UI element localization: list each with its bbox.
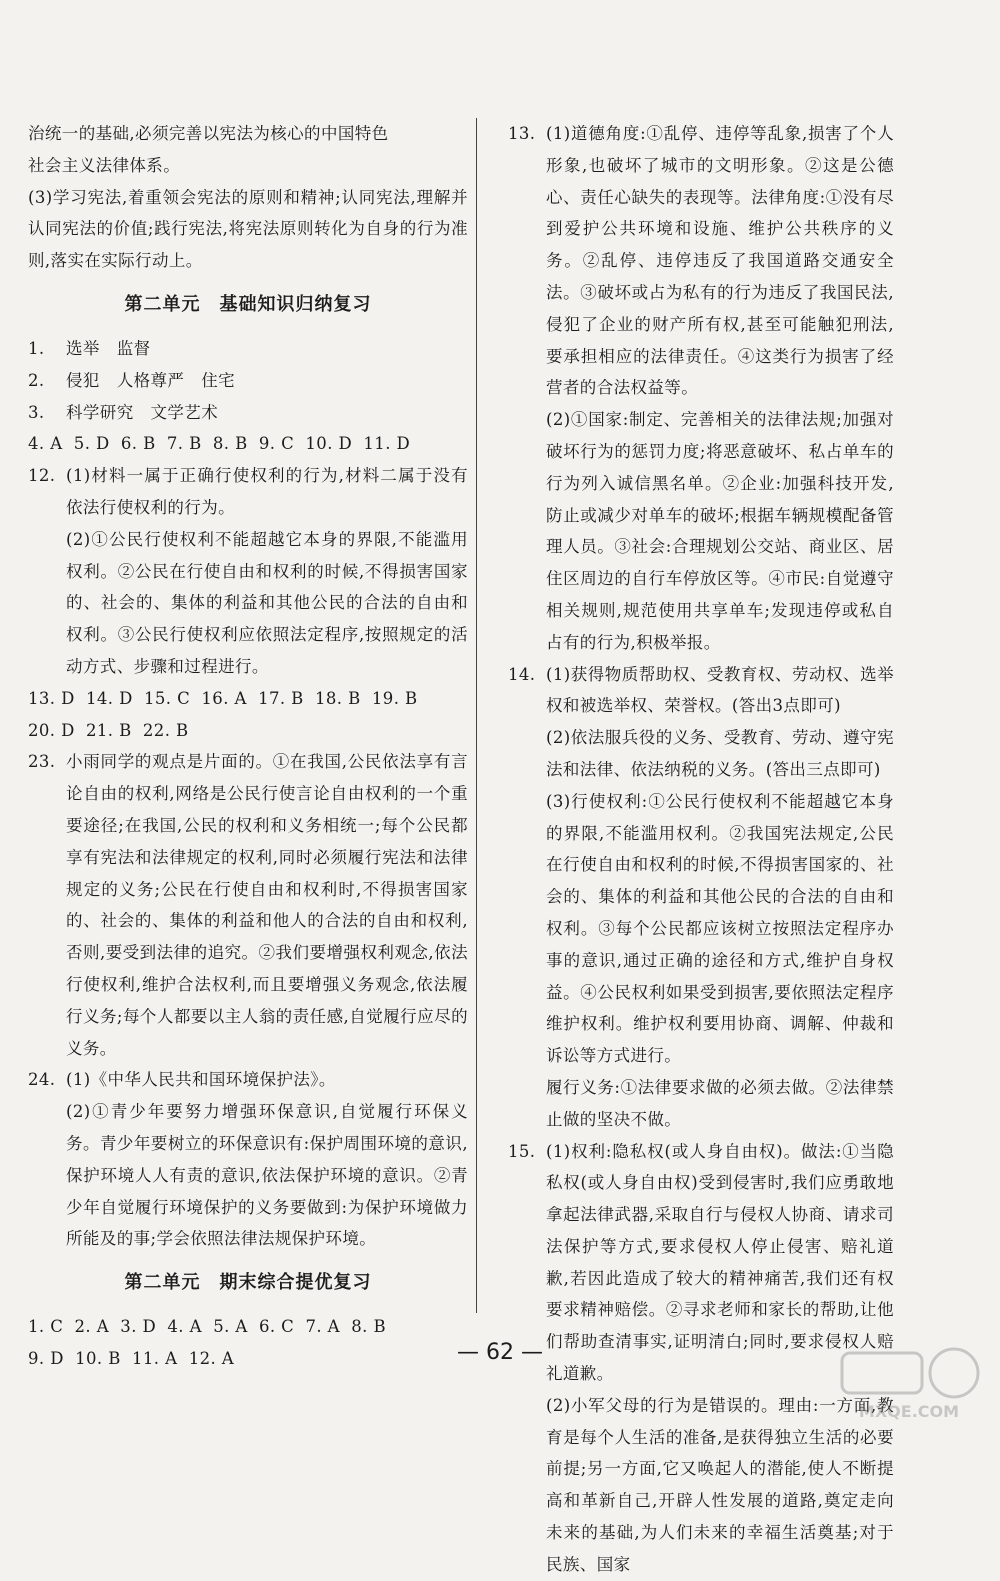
answer-item-24 bbox=[28, 1064, 468, 1255]
answer-item-23 bbox=[28, 746, 468, 1064]
item-number: 3. bbox=[28, 402, 45, 422]
answer-item-3 bbox=[28, 397, 468, 429]
item-text: 侵犯 人格尊严 住宅 bbox=[66, 370, 235, 390]
choice-answers-row: 20. D 21. B 22. B bbox=[28, 720, 189, 740]
item-number: 12. bbox=[28, 466, 56, 486]
answer-item-13 bbox=[508, 118, 894, 659]
item-part-1: (1)获得物质帮助权、受教育权、劳动权、选举权和被选举权、荣誉权。(答出3点即可) bbox=[546, 664, 894, 716]
item-part-2: (2)①国家:制定、完善相关的法律法规;加强对破坏行为的惩罚力度;将恶意破坏、私占单车的行为列入诚信黑名单。②企业:加强科技开发,防止或减少对单车的破坏;根据车辆规模配备管理人员。③社会:合理规划公交站、商业区、居住区周边的自行车停放区等。④市民:自觉遵守相关规则,规范使用共享单车;发现违停或私自占有的行为,积极举报。 bbox=[546, 410, 894, 652]
intro-paragraph: (3)学习宪法,着重领会宪法的原则和精神;认同宪法,理解并认同宪法的价值;践行宪法,将宪法原则转化为自身的行为准则,落实在实际行动上。 bbox=[28, 187, 468, 271]
watermark-logo bbox=[834, 1343, 984, 1423]
item-number: 1. bbox=[28, 338, 45, 358]
item-part-1: (1)材料一属于正确行使权利的行为,材料二属于没有依法行使权利的行为。 bbox=[66, 466, 468, 517]
item-number: 23. bbox=[28, 752, 56, 772]
answer-item-2 bbox=[28, 365, 468, 397]
intro-line-2: 社会主义法律体系。 bbox=[28, 155, 181, 175]
choice-answers-row: 13. D 14. D 15. C 16. A 17. B 18. B 19. B bbox=[28, 688, 418, 708]
item-part-2: (2)①公民行使权利不能超越它本身的界限,不能滥用权利。②公民在行使自由和权利的时候,不得损害国家的、社会的、集体的利益和其他公民的合法的自由和权利。③公民行使权利应依照法定程序,按照规定的活动方式、步骤和过程进行。 bbox=[66, 529, 468, 676]
choice-answers-row: 9. D 10. B 11. A 12. A bbox=[28, 1348, 235, 1368]
column-divider bbox=[476, 118, 477, 1313]
section-heading-basic-review: 第二单元 基础知识归纳复习 bbox=[124, 293, 372, 315]
item-part-2: (2)小军父母的行为是错误的。理由:一方面,教育是每个人生活的准备,是获得独立生活的必要前提;另一方面,它又唤起人的潜能,使人不断提高和革新自己,开辟人性发展的道路,奠定走向未来的基础,为人们未来的幸福生活奠基;对于民族、国家 bbox=[546, 1395, 894, 1574]
choice-answers-row: 1. C 2. A 3. D 4. A 5. A 6. C 7. A 8. B bbox=[28, 1317, 386, 1337]
page-number: — 62 — bbox=[457, 1340, 543, 1365]
item-part-1: (1)《中华人民共和国环境保护法》。 bbox=[66, 1070, 336, 1090]
answer-item-1 bbox=[28, 333, 468, 365]
section-heading-final-review: 第二单元 期末综合提优复习 bbox=[124, 1272, 372, 1294]
item-number: 14. bbox=[508, 664, 536, 684]
item-part-1: (1)权利:隐私权(或人身自由权)。做法:①当隐私权(或人身自由权)受到侵害时,我们应勇敢地拿起法律武器,采取自行与侵权人协商、请求司法保护等方式,要求侵权人停止侵害、赔礼道歉,若因此造成了较大的精神痛苦,我们还有权要求精神赔偿。②寻求老师和家长的帮助,让他们帮助查清事实,证明清白;同时,要求侵权人赔礼道歉。 bbox=[546, 1141, 894, 1384]
item-number: 2. bbox=[28, 370, 45, 390]
item-number: 24. bbox=[28, 1070, 56, 1090]
watermark-text: MXQE.COM bbox=[858, 1402, 960, 1421]
item-number: 15. bbox=[508, 1141, 536, 1161]
item-part-3: (3)行使权利:①公民行使权利不能超越它本身的界限,不能滥用权利。②我国宪法规定,公民在行使自由和权利的时候,不得损害国家的、社会的、集体的利益和其他公民的合法的自由和权利。③每个公民都应该树立按照法定程序办事的意识,通过正确的途径和方式,维护自身权益。④公民权利如果受到损害,要依照法定程序维护权利。维护权利要用协商、调解、仲裁和诉讼等方式进行。 bbox=[546, 791, 894, 1066]
item-text: 科学研究 文学艺术 bbox=[66, 402, 219, 422]
left-column bbox=[28, 118, 468, 1375]
choice-answers-row: 4. A 5. D 6. B 7. B 8. B 9. C 10. D 11. D bbox=[28, 434, 411, 454]
item-part-2: (2)①青少年要努力增强环保意识,自觉履行环保义务。青少年要树立的环保意识有:保护周围环境的意识,保护环境人人有责的意识,依法保护环境的意识。②青少年自觉履行环境保护的义务要做到:为保护环境做力所能及的事;学会依照法律法规保护环境。 bbox=[66, 1102, 468, 1249]
item-part-1: (1)道德角度:①乱停、违停等乱象,损害了个人形象,也破坏了城市的文明形象。②这是公德心、责任心缺失的表现等。法律角度:①没有尽到爱护公共环境和设施、维护公共秩序的义务。②乱停、违停违反了我国道路交通安全法。③破坏或占为私有的行为违反了我国民法,侵犯了企业的财产所有权,甚至可能触犯刑法,要承担相应的法律责任。④这类行为损害了经营者的合法权益等。 bbox=[546, 124, 894, 398]
answer-item-12 bbox=[28, 460, 468, 683]
item-part-4: 履行义务:①法律要求做的必须去做。②法律禁止做的坚决不做。 bbox=[546, 1077, 894, 1129]
intro-line-1: 治统一的基础,必须完善以宪法为核心的中国特色 bbox=[28, 124, 389, 143]
answer-item-14 bbox=[508, 659, 894, 1136]
item-text: 小雨同学的观点是片面的。①在我国,公民依法享有言论自由的权利,网络是公民行使言论自由权利的一个重要途径;在我国,公民的权利和义务相统一;每个公民都享有宪法和法律规定的权利,同时必须履行宪法和法律规定的义务;公民在行使自由和权利时,不得损害国家的、社会的、集体的利益和他人的合法的自由和权利,否则,要受到法律的追究。②我们要增强权利观念,依法行使权利,维护合法权利,而且要增强义务观念,依法履行义务;每个人都要以主人翁的责任感,自觉履行应尽的义务。 bbox=[66, 752, 468, 1058]
item-part-2: (2)依法服兵役的义务、受教育、劳动、遵守宪法和法律、依法纳税的义务。(答出三点即可) bbox=[546, 728, 894, 779]
item-number: 13. bbox=[508, 124, 536, 143]
item-text: 选举 监督 bbox=[66, 338, 151, 358]
